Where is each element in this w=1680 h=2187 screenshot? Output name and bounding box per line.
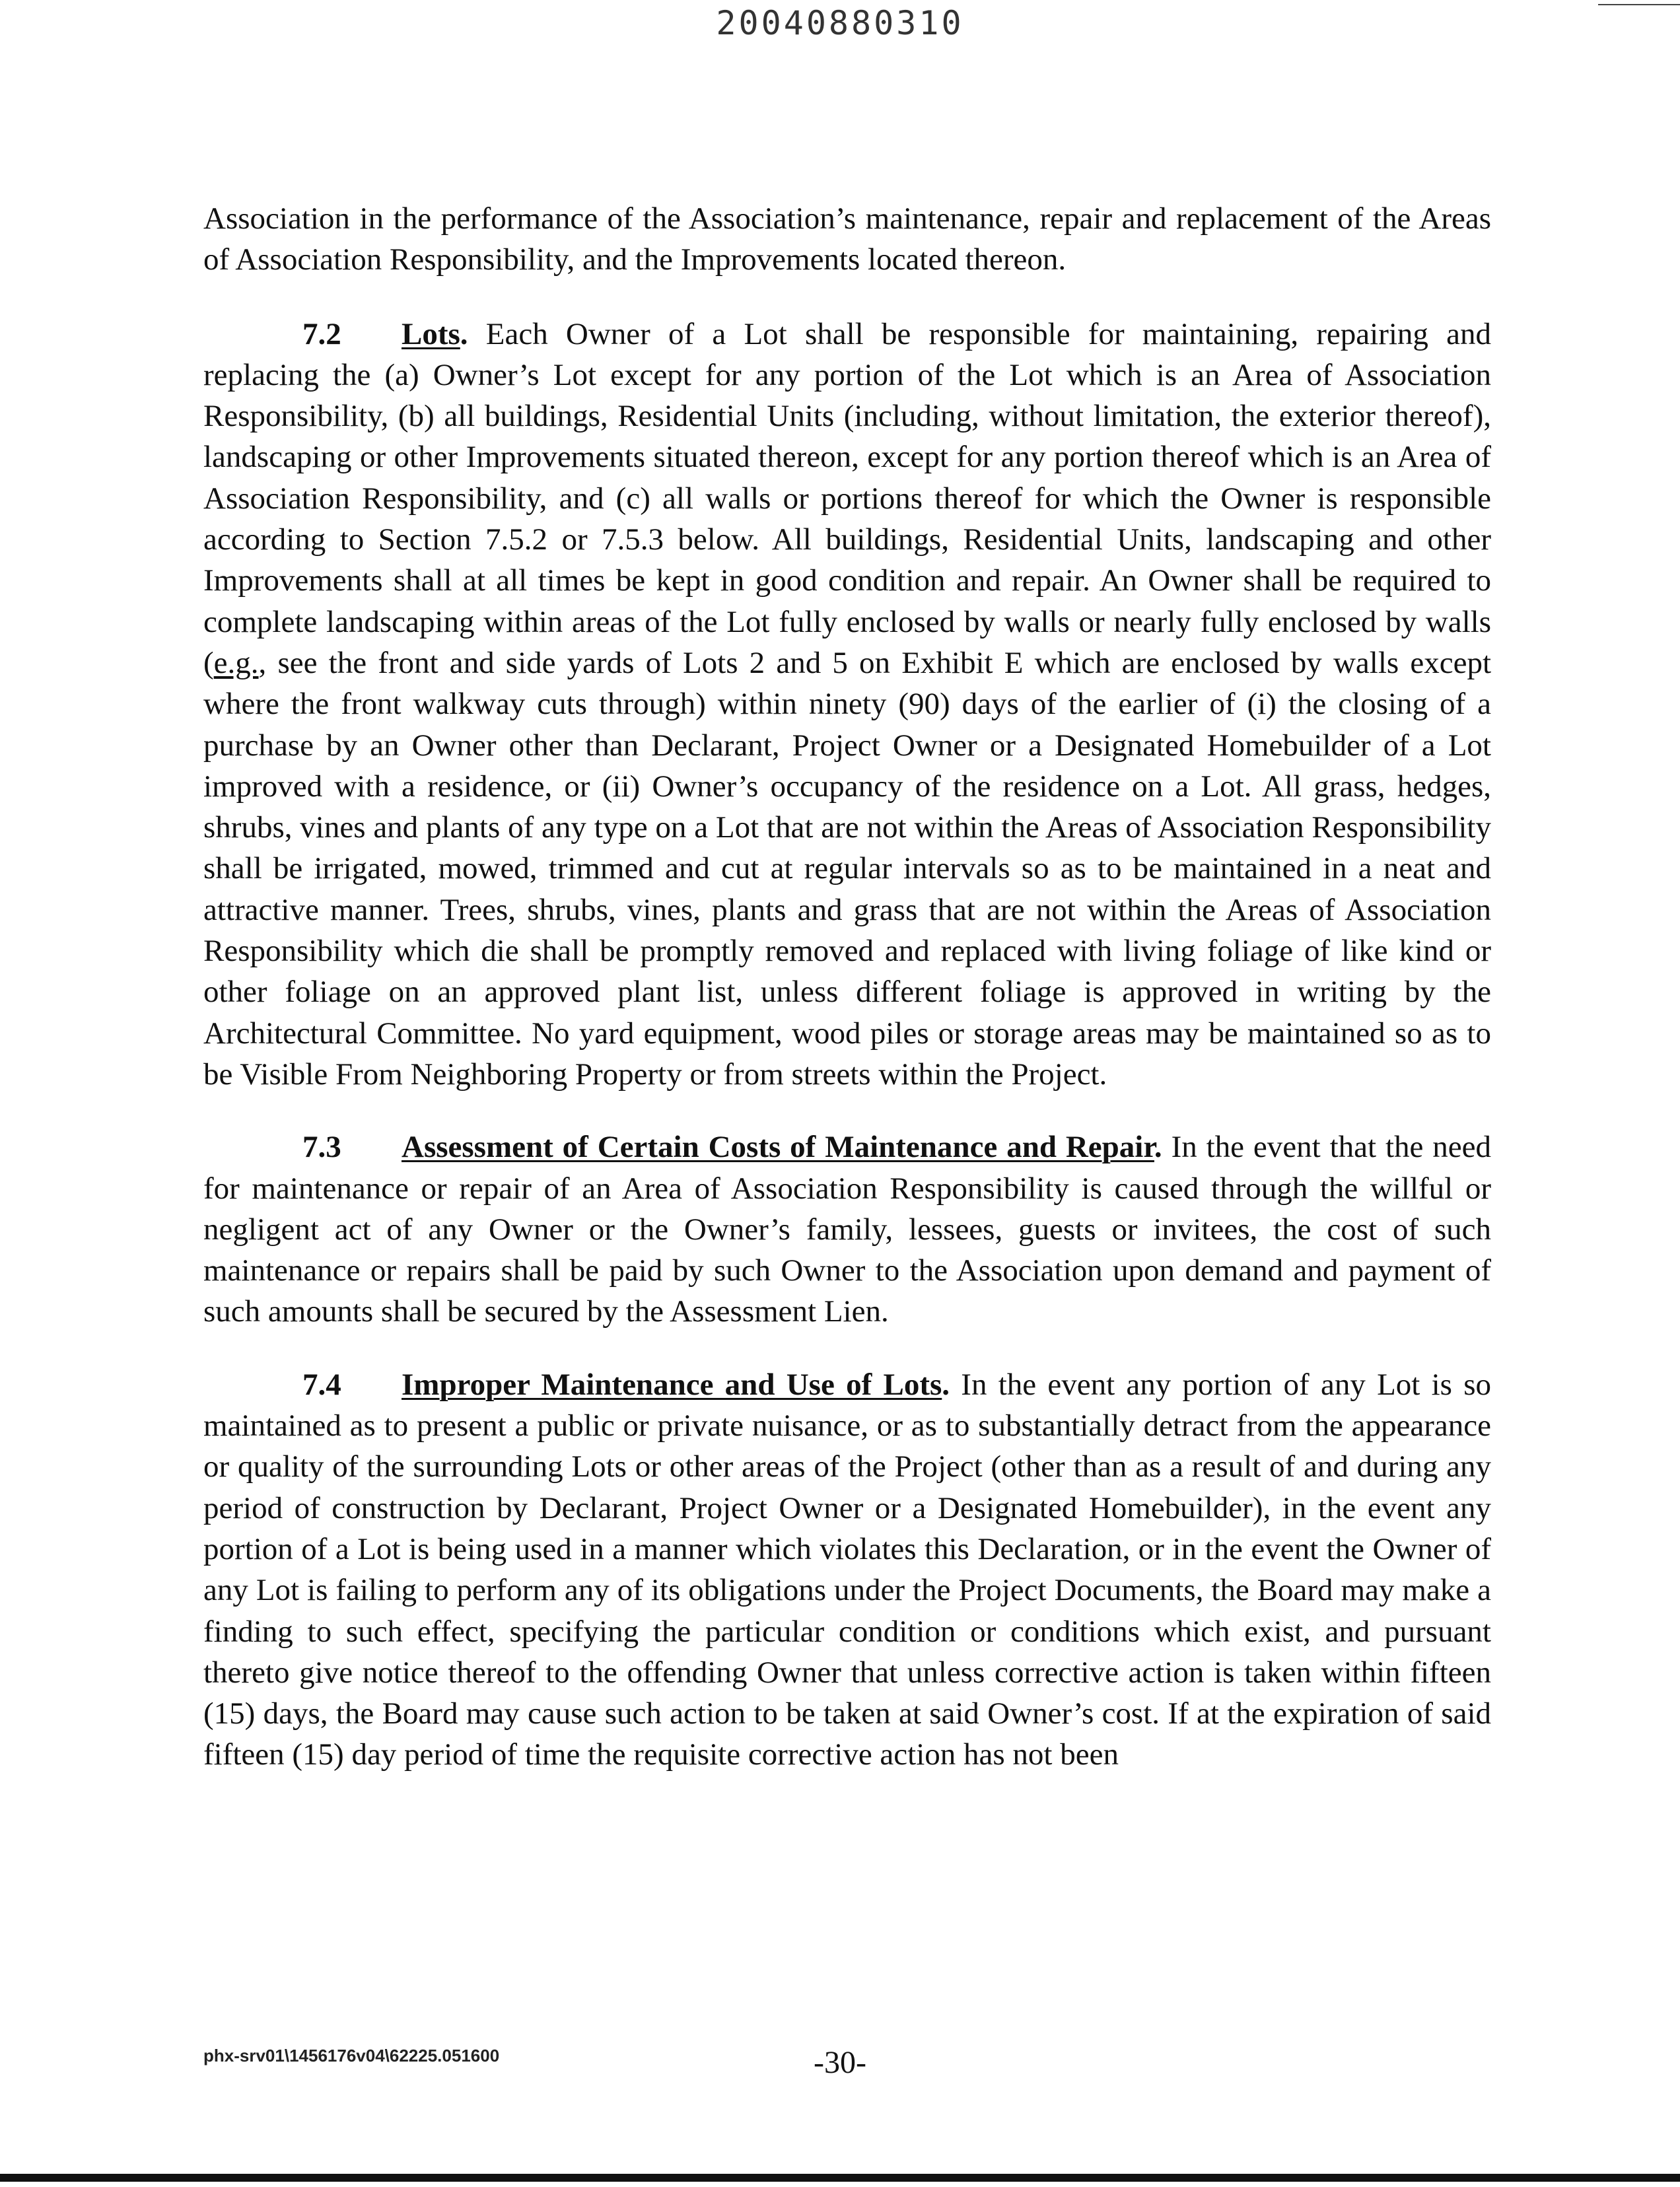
- document-number: 20040880310: [716, 4, 964, 42]
- section-text: In the event that the need for maintenance or repair of an Area of Association Responsibility is caused through the willful or negligent act of any Owner or the Owner’s family, lessees, guests or invitees, the cost of such maintenance or repairs shall be paid by such Owner to the Association upon demand and payment of such amounts shall be secured by the Assessment Lien.: [203, 1130, 1492, 1329]
- section-title: Improper Maintenance and Use of Lots: [402, 1367, 942, 1402]
- section-7-3-paragraph: [203, 1127, 1491, 1332]
- section-title-period: .: [460, 316, 468, 351]
- section-number: 7.2: [302, 316, 341, 351]
- section-title-period: .: [1154, 1130, 1162, 1165]
- section-title: Lots: [402, 316, 460, 351]
- section-number: 7.4: [302, 1367, 341, 1402]
- section-7-2-paragraph: [203, 314, 1491, 1095]
- intro-paragraph: Association in the performance of the Association’s maintenance, repair and replacement of the Areas of Association Responsibility, and the Improvements located thereon.: [203, 201, 1491, 277]
- footer-file-path: phx-srv01\1456176v04\62225.051600: [203, 2046, 500, 2066]
- eg-abbreviation: e.g.: [213, 645, 259, 680]
- bottom-rule: [0, 2174, 1680, 2182]
- section-text-continued: , see the front and side yards of Lots 2 and 5 on Exhibit E which are enclosed by walls except where the front walkway cuts through) within ninety (90) days of the earlier of (i) the closing of a purchase by an Owner other than Declarant, Project Owner or a Designated Homebuilder of a Lot improved with a residence, or (ii) Owner’s occupancy of the residence on a Lot. All grass, hedges, shrubs, vines and plants of any type on a Lot that are not within the Areas of Association Responsibility shall be irrigated, mowed, trimmed and cut at regular intervals so as to be maintained in a neat and attractive manner. Trees, shrubs, vines, plants and grass that are not within the Areas of Association Responsibility which die shall be promptly removed and replaced with living foliage of like kind or other foliage on an approved plant list, unless different foliage is approved in writing by the Architectural Committee. No yard equipment, wood piles or storage areas may be maintained so as to be Visible From Neighboring Property or from streets within the Project.: [203, 645, 1491, 1092]
- page-number: -30-: [814, 2045, 866, 2080]
- section-title-period: .: [942, 1367, 950, 1402]
- section-7-4-paragraph: [203, 1364, 1491, 1776]
- section-number: 7.3: [302, 1130, 341, 1165]
- section-text: In the event any portion of any Lot is so maintained as to present a public or private nuisance, or as to substantially detract from the appearance or quality of the surrounding Lots or other areas of the Project (other than as a result of and during any period of construction by Declarant, Project Owner or a Designated Homebuilder), in the event any portion of a Lot is being used in a manner which violates this Declaration, or in the event the Owner of any Lot is failing to perform any of its obligations under the Project Documents, the Board may make a finding to such effect, specifying the particular condition or conditions which exist, and pursuant thereto give notice thereof to the offending Owner that unless corrective action is taken within fifteen (15) days, the Board may cause such action to be taken at said Owner’s cost. If at the expiration of said fifteen (15) day period of time the requisite corrective action has not been: [203, 1367, 1491, 1772]
- section-title: Assessment of Certain Costs of Maintenance and Repair: [402, 1130, 1154, 1165]
- document-body: [203, 198, 1491, 1807]
- section-text: Each Owner of a Lot shall be responsible for maintaining, repairing and replacing the (a) Owner’s Lot except for any portion of the Lot which is an Area of Association Responsibility, (b) all buildings, Residential Units (including, without limitation, the exterior thereof), landscaping or other Improvements situated thereon, except for any portion thereof which is an Area of Association Responsibility, and (c) all walls or portions thereof for which the Owner is responsible according to Section 7.5.2 or 7.5.3 below. All buildings, Residential Units, landscaping and other Improvements shall at all times be kept in good condition and repair. An Owner shall be required to complete landscaping within areas of the Lot fully enclosed by walls or nearly fully enclosed by walls (: [203, 316, 1491, 680]
